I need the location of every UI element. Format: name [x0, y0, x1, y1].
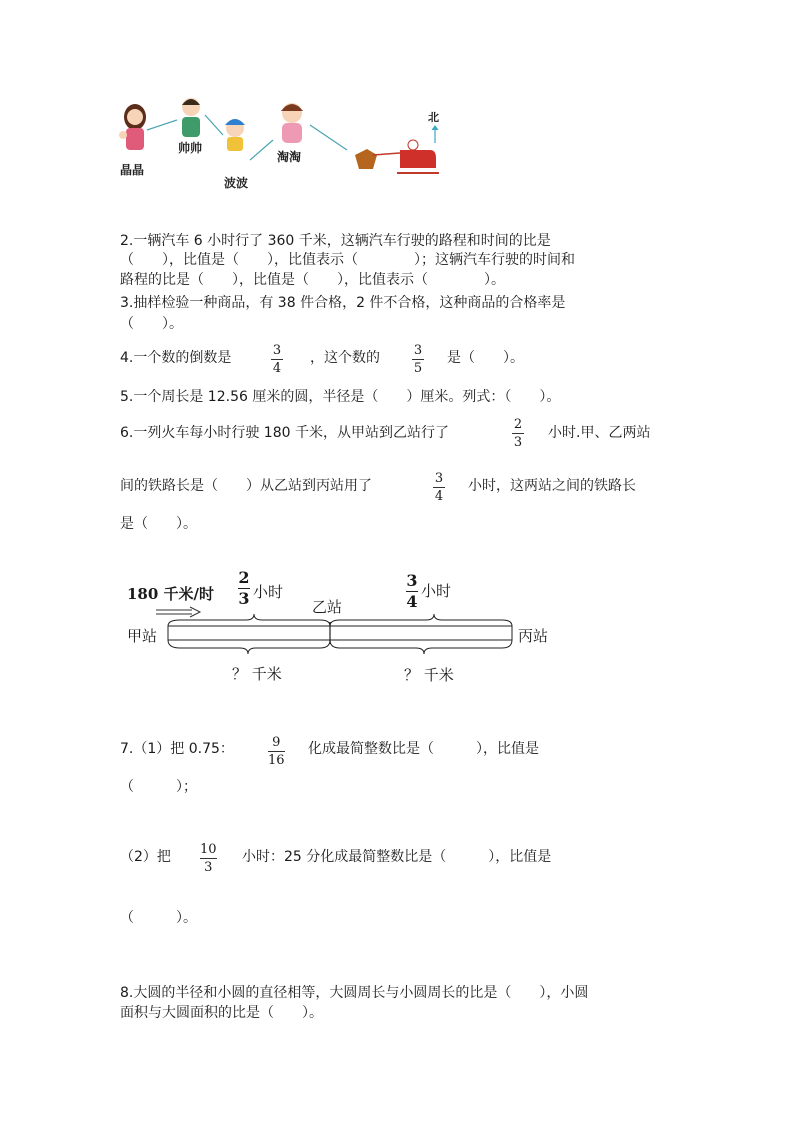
boy-bobo-icon	[225, 119, 245, 151]
girl-jingjing-icon	[119, 104, 146, 150]
diagram-hour-right: 小时	[421, 582, 452, 600]
q8-line-2: 面积与大圆面积的比是（ ）。	[120, 1005, 323, 1021]
fraction-numerator: 3	[434, 471, 444, 486]
girl-taotao-icon	[281, 103, 303, 143]
q5-line-1: 5.一个周长是 12.56 厘米的圆，半径是（ ）厘米。列式：（ ）。	[120, 389, 561, 405]
q4-fraction-2	[412, 344, 424, 375]
distance-left-label: ？ 千米	[232, 665, 282, 683]
speed-label: 180 千米/时	[127, 585, 215, 603]
q4-text-3: 是（ ）。	[447, 350, 524, 366]
distance-right-label: ？ 千米	[404, 666, 454, 684]
q7-p1-line-2: （ ）；	[120, 779, 197, 795]
fraction-numerator: 2	[513, 417, 523, 432]
fraction-denominator: 4	[434, 489, 444, 504]
diagram-fraction-right	[406, 573, 418, 610]
q6-text-4: 小时，这两站之间的铁路长	[468, 478, 636, 494]
fraction-denominator: 16	[268, 753, 285, 768]
station-c-label: 丙站	[518, 627, 549, 645]
q6-fraction-1	[512, 418, 524, 449]
fraction-numerator: 3	[406, 571, 418, 590]
q2-line-3: 路程的比是（ ），比值是（ ），比值表示（ ）。	[120, 272, 505, 288]
q4-fraction-1	[271, 344, 283, 375]
q3-line-1: 3.抽样检验一种商品，有 38 件合格，2 件不合格，这种商品的合格率是	[120, 295, 566, 311]
fraction-denominator: 4	[406, 592, 418, 611]
q8-line-1: 8.大圆的半径和小圆的直径相等，大圆周长与小圆周长的比是（ ），小圆	[120, 985, 589, 1001]
boy-shuaishuai-icon	[182, 98, 200, 137]
fraction-denominator: 3	[204, 860, 213, 875]
name-jingjing: 晶晶	[120, 163, 145, 177]
q6-fraction-2	[433, 472, 445, 503]
q7-p2-text-2: 小时：25 分化成最简整数比是（ ），比值是	[242, 849, 552, 865]
fraction-denominator: 5	[413, 361, 423, 376]
railway-track-and-braces	[160, 610, 520, 660]
characters-illustration	[115, 95, 455, 195]
q7-p1-text-1: 7.（1）把 0.75：	[120, 741, 234, 757]
diagram-fraction-left	[238, 570, 250, 607]
q4-text-2: ，这个数的	[310, 350, 380, 366]
fraction-denominator: 3	[238, 589, 250, 608]
arrow-up-icon	[430, 124, 440, 144]
fraction-numerator: 2	[238, 568, 250, 587]
q4-text-1: 4.一个数的倒数是	[120, 350, 232, 366]
q6-text-5: 是（ ）。	[120, 516, 197, 532]
name-shuaishuai: 帅帅	[178, 141, 203, 155]
north-label: 北	[428, 111, 439, 124]
q6-text-2: 小时.甲、乙两站	[548, 425, 651, 441]
q6-text-1: 6.一列火车每小时行驶 180 千米，从甲站到乙站行了	[120, 425, 449, 441]
q7-p1-fraction	[268, 736, 285, 767]
q6-text-3: 间的铁路长是（ ）从乙站到丙站用了	[120, 478, 372, 494]
name-taotao: 淘淘	[277, 150, 302, 164]
fraction-numerator: 9	[272, 735, 281, 750]
q3-line-2: （ ）。	[120, 316, 183, 332]
q2-line-1: 2.一辆汽车 6 小时行了 360 千米，这辆汽车行驶的路程和时间的比是	[120, 233, 551, 249]
fraction-numerator: 3	[413, 343, 423, 358]
name-bobo: 波波	[224, 176, 249, 190]
q7-p2-fraction	[200, 843, 217, 874]
station-b-label: 乙站	[312, 598, 343, 616]
q7-p2-text-1: （2）把	[120, 849, 171, 865]
diagram-hour-left: 小时	[253, 583, 284, 601]
santa-sleigh-icon	[355, 140, 439, 173]
q2-line-2: （ ），比值是（ ），比值表示（ ）；这辆汽车行驶的时间和	[120, 252, 575, 268]
station-a-label: 甲站	[127, 627, 158, 645]
fraction-denominator: 3	[513, 435, 523, 450]
q7-p1-text-2: 化成最简整数比是（ ），比值是	[308, 741, 539, 757]
fraction-numerator: 3	[272, 343, 282, 358]
fraction-numerator: 10	[200, 842, 217, 857]
q7-p2-line-2: （ ）。	[120, 910, 197, 926]
fraction-denominator: 4	[272, 361, 282, 376]
